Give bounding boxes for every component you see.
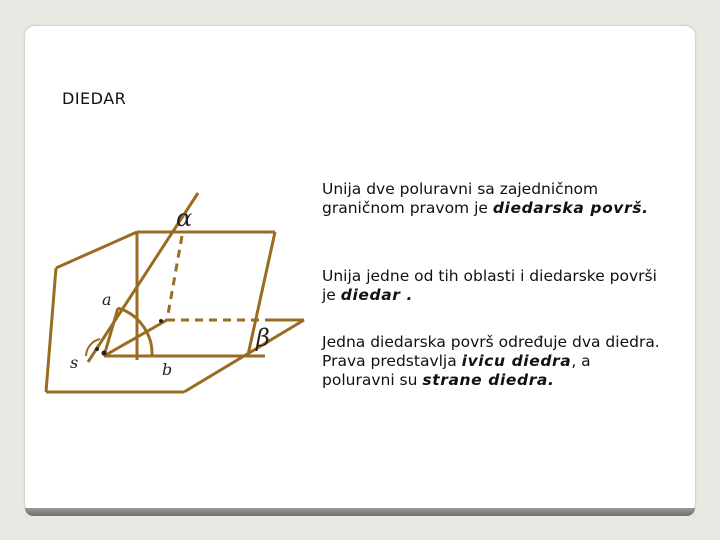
slide-title: DIEDAR: [62, 89, 127, 108]
definition-dihedral-surface-text: Unija dve poluravni sa zajedničnom graničnom pravom je: [322, 180, 599, 217]
definition-faces-text: , a poluravni su: [322, 352, 591, 389]
angle-dot: [95, 347, 99, 351]
upper-plane-front-edge: [56, 232, 137, 268]
term-edge: ivicu diedra: [461, 352, 572, 370]
label-b: b: [162, 360, 173, 379]
term-dihedral-surface: diedarska površ.: [492, 199, 649, 217]
definition-edge-and-faces: [322, 333, 662, 390]
hidden-vertical-line: [167, 236, 182, 320]
label-beta: β: [256, 324, 270, 352]
term-faces: strane diedra.: [422, 371, 555, 389]
definition-edge-text: Jedna diedarska površ određuje dva diedra. Prava predstavlja: [322, 333, 660, 370]
vertex-dot: [102, 351, 107, 356]
angle-arc: [118, 308, 152, 356]
definition-dihedral: [322, 267, 662, 305]
upper-plane-left-edge: [46, 268, 56, 392]
term-dihedral: diedar .: [340, 286, 413, 304]
label-alpha: α: [176, 204, 193, 232]
hidden-dot: [159, 319, 163, 323]
definition-dihedral-surface: [322, 180, 662, 218]
label-a: a: [102, 290, 112, 309]
label-s: s: [70, 353, 79, 372]
definition-dihedral-text: Unija jedne od tih oblasti i diedarske površi je: [322, 267, 657, 304]
